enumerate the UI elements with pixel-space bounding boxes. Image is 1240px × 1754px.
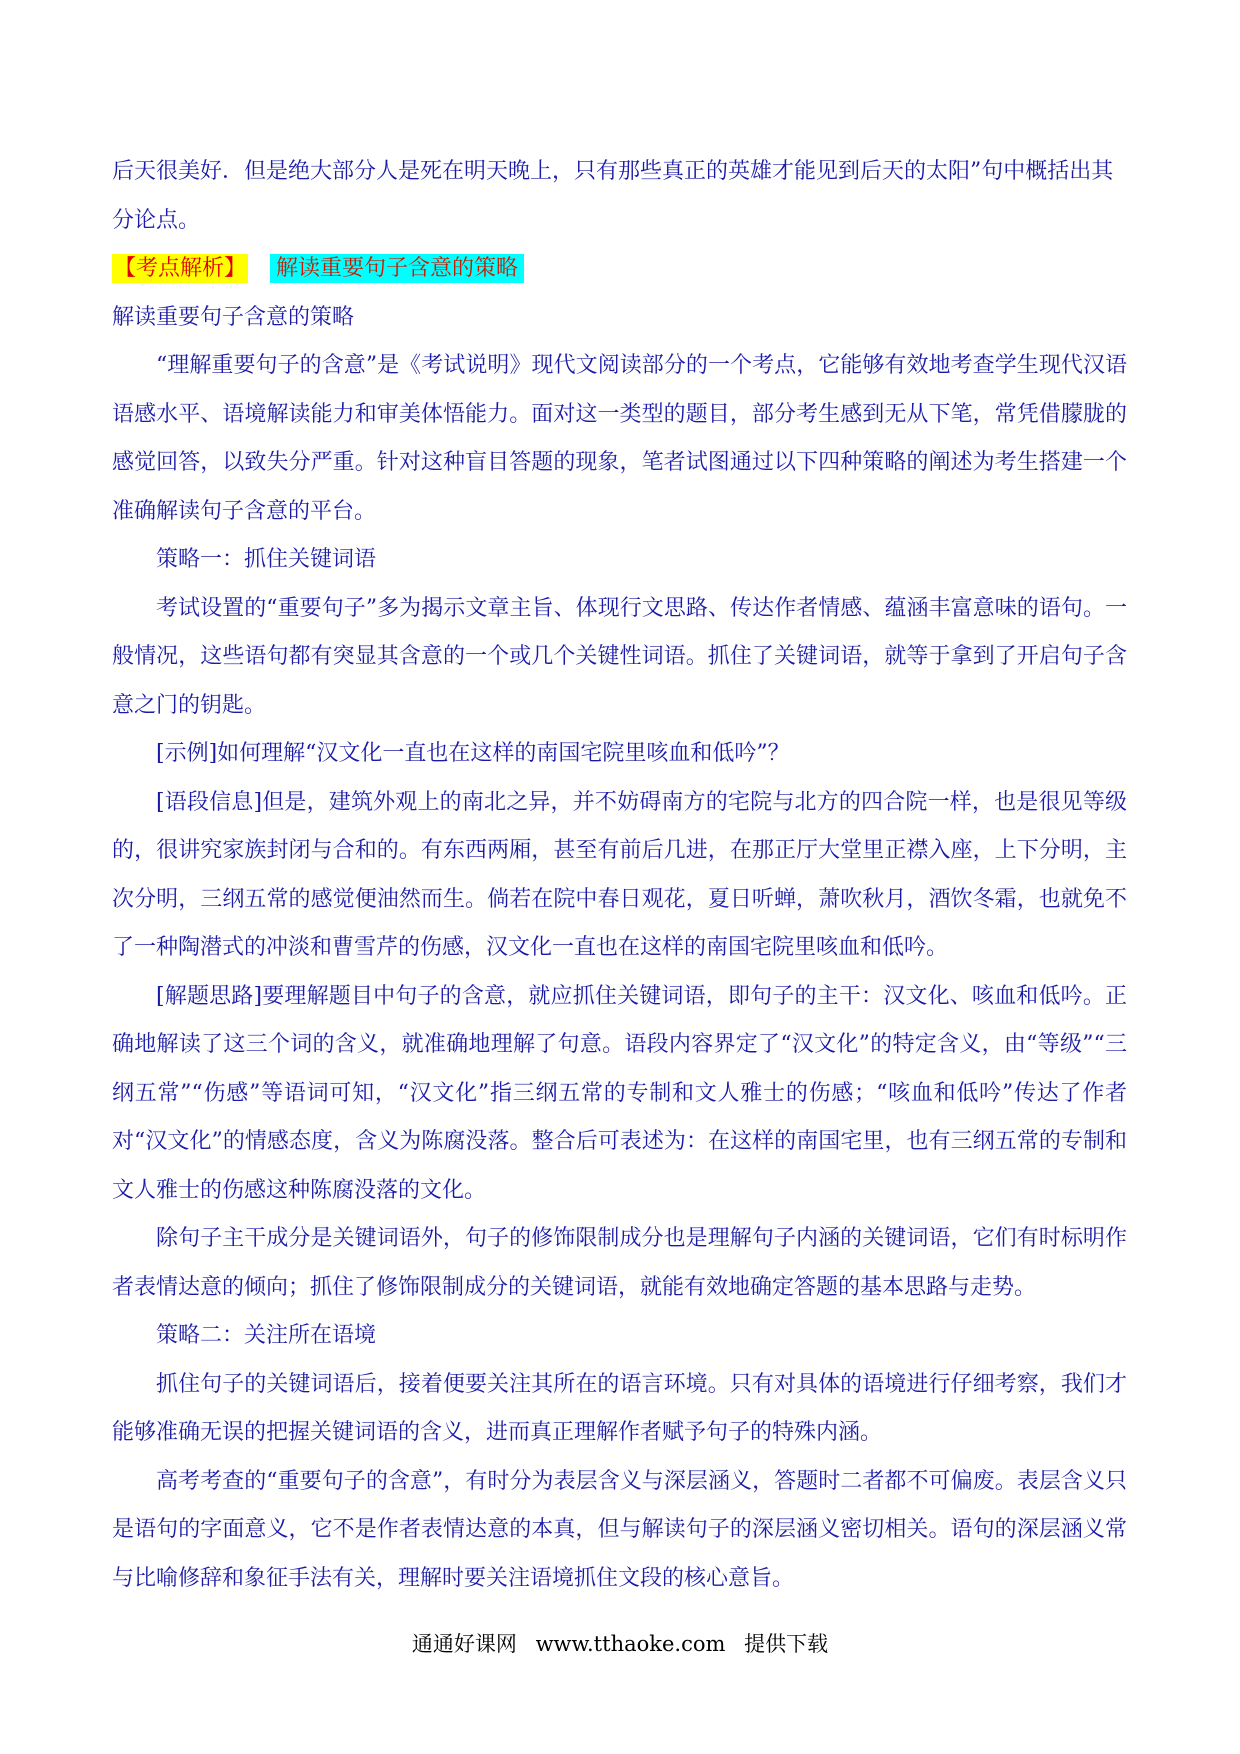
modifier-paragraph: 除句子主干成分是关键词语外，句子的修饰限制成分也是理解句子内涵的关键词语，它们有时标明作者表情达意的倾向；抓住了修饰限制成分的关键词语，就能有效地确定答题的基本思路与走势。	[112, 1226, 1127, 1300]
solution-approach: [解题思路]要理解题目中句子的含意，就应抓住关键词语，即句子的主干：汉文化、咳血和低吟。正确地解读了这三个词的含义，就准确地理解了句意。语段内容界定了“汉文化”的特定含义，由“等级”“三纲五常”“伤感”等语词可知，“汉文化”指三纲五常的专制和文人雅士的伤感；“咳血和低吟”传达了作者对“汉文化”的情感态度，含义为陈腐没落。整合后可表述为：在这样的南国宅里，也有三纲五常的专制和文人雅士的伤感这种陈腐没落的文化。	[112, 983, 1127, 1203]
section-heading	[112, 245, 1127, 294]
page-footer	[0, 1628, 1240, 1658]
intro-line-2: 分论点。	[112, 207, 201, 233]
section-title: 解读重要句子含意的策略	[270, 254, 524, 283]
footer-site-name: 通通好课网	[411, 1632, 517, 1656]
intro-line-1: 后天很美好．但是绝大部分人是死在明天晚上，只有那些真正的英雄才能见到后天的太阳”句中概括出其	[112, 159, 1114, 184]
strategy-one-paragraph: 考试设置的“重要句子”多为揭示文章主旨、体现行文思路、传达作者情感、蕴涵丰富意味的语句。一般情况，这些语句都有突显其含意的一个或几个关键性词语。抓住了关键词语，就等于拿到了开启句子含意之门的钥匙。	[112, 595, 1127, 718]
document-body	[112, 148, 1127, 1603]
intro-paragraph: “理解重要句子的含意”是《考试说明》现代文阅读部分的一个考点，它能够有效地考查学生现代汉语语感水平、语境解读能力和审美体悟能力。面对这一类型的题目，部分考生感到无从下笔，常凭借朦胧的感觉回答，以致失分严重。针对这种盲目答题的现象，笔者试图通过以下四种策略的阐述为考生搭建一个准确解读句子含意的平台。	[112, 353, 1127, 524]
footer-action: 提供下载	[744, 1632, 829, 1656]
strategy-two-heading: 策略二：关注所在语境	[156, 1323, 377, 1348]
strategy-one-heading: 策略一：抓住关键词语	[156, 547, 377, 572]
strategy-two-paragraph: 抓住句子的关键词语后，接着便要关注其所在的语言环境。只有对具体的语境进行仔细考察，我们才能够准确无误的把握关键词语的含义，进而真正理解作者赋予句子的特殊内涵。	[112, 1371, 1127, 1445]
passage-info: [语段信息]但是，建筑外观上的南北之异，并不妨碍南方的宅院与北方的四合院一样，也是很见等级的，很讲究家族封闭与合和的。有东西两厢，甚至有前后几进，在那正厅大堂里正襟入座，上下分明，主次分明，三纲五常的感觉便油然而生。倘若在院中春日观花，夏日听蝉，萧吹秋月，酒饮冬霜，也就免不了一种陶潜式的冲淡和曹雪芹的伤感，汉文化一直也在这样的南国宅院里咳血和低吟。	[112, 789, 1127, 960]
exam-point-tag: 【考点解析】	[114, 256, 247, 281]
footer-url[interactable]: www.tthaoke.com	[535, 1632, 726, 1656]
section-subtitle: 解读重要句子含意的策略	[112, 304, 355, 330]
paragraph-list	[112, 294, 1127, 1604]
example-question: [示例]如何理解“汉文化一直也在这样的南国宅院里咳血和低吟”？	[156, 741, 790, 766]
layers-paragraph: 高考考查的“重要句子的含意”，有时分为表层含义与深层涵义，答题时二者都不可偏废。表层含义只是语句的字面意义，它不是作者表情达意的本真，但与解读句子的深层涵义密切相关。语句的深层涵义常与比喻修辞和象征手法有关，理解时要关注语境抓住文段的核心意旨。	[112, 1468, 1127, 1591]
